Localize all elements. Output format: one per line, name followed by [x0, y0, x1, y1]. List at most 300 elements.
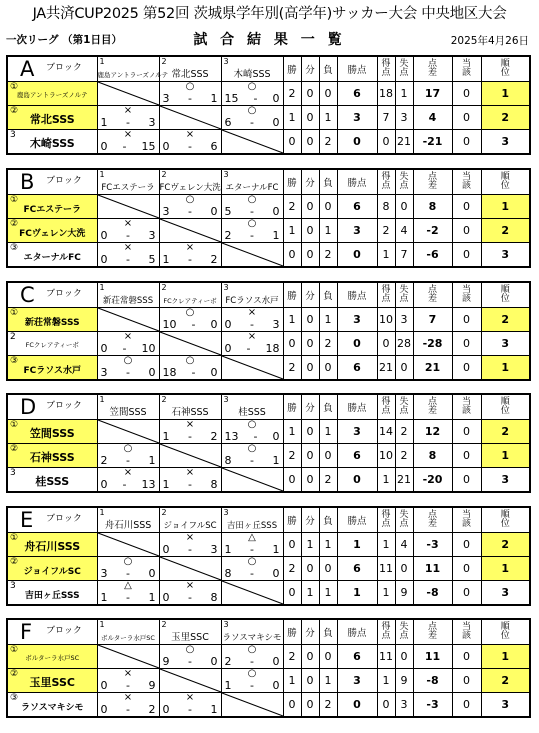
diagonal-line [98, 533, 159, 556]
stat-header-label: 失点 [399, 510, 409, 529]
score-for: 3 [100, 366, 108, 379]
points-cell [337, 243, 377, 268]
score-for: 3 [162, 205, 170, 218]
league-label: 一次リーグ （第1日目） [6, 34, 122, 46]
score-dash: - [188, 140, 192, 153]
score [160, 656, 221, 667]
goals-for-value: 11 [379, 650, 393, 663]
stat-header-label: 順位 [500, 172, 510, 191]
rank-value: 2 [501, 111, 510, 124]
stat-header-label: 分 [305, 628, 315, 639]
points-value: 0 [353, 698, 361, 711]
score [222, 343, 283, 354]
head-to-head-cell [452, 645, 481, 669]
score [160, 431, 221, 442]
opponent-header [221, 619, 283, 645]
score-for: 6 [224, 116, 232, 129]
losses-value: 0 [324, 449, 332, 462]
wins-value: 0 [288, 337, 296, 350]
diagonal-line [222, 130, 283, 153]
score-for: 2 [100, 454, 108, 467]
team-row [7, 444, 530, 468]
score-dash: - [188, 478, 192, 491]
score-for: 5 [224, 205, 232, 218]
goals-for-cell [377, 468, 395, 493]
wins-cell [283, 533, 301, 557]
opponent-number: 2 [161, 283, 167, 292]
result-mark: ○ [123, 556, 133, 567]
result-cell [97, 468, 159, 493]
result-cell [159, 356, 221, 381]
team-name: ボルターラ水戸SC [25, 654, 80, 662]
head-to-head-cell [452, 468, 481, 493]
goals-against-value: 0 [400, 562, 408, 575]
score-dash: - [188, 92, 192, 105]
result-mark: ○ [247, 668, 257, 679]
score-for: 8 [224, 454, 232, 467]
result-mark: × [123, 331, 133, 342]
losses-cell [319, 195, 337, 219]
score-against: 3 [148, 116, 156, 129]
team-number: ② [10, 444, 19, 454]
goal-diff-cell [413, 106, 452, 130]
rank-cell [481, 645, 530, 669]
losses-value: 1 [324, 674, 332, 687]
rank-value: 3 [501, 473, 510, 486]
team-row [7, 693, 530, 718]
head-to-head-value: 0 [463, 538, 470, 551]
rank-value: 1 [501, 87, 510, 100]
stat-header-label: 順位 [500, 510, 510, 529]
stat-header-loss [319, 169, 337, 195]
goals-against-value: 4 [400, 538, 408, 551]
group-label-cell [7, 619, 97, 645]
goals-for-value: 1 [382, 586, 390, 599]
wins-value: 1 [288, 111, 296, 124]
score [222, 206, 283, 217]
losses-value: 1 [324, 425, 332, 438]
score-for: 9 [162, 655, 170, 668]
score [222, 431, 283, 442]
goals-against-cell [395, 106, 413, 130]
result-cell [159, 130, 221, 155]
score [98, 343, 159, 354]
result-mark: ○ [185, 644, 195, 655]
result-mark: × [123, 467, 133, 478]
self-cell [221, 243, 283, 268]
stat-header-label: 順位 [500, 285, 510, 304]
score-against: 5 [148, 253, 156, 266]
opponent-number: 3 [223, 395, 229, 404]
goals-against-value: 28 [397, 337, 411, 350]
stat-header-label: 勝点 [347, 65, 367, 76]
score-for: 0 [100, 679, 108, 692]
team-name: 新荘常磐SSS [24, 318, 80, 328]
score-against: 1 [210, 703, 218, 716]
head-to-head-cell [452, 581, 481, 606]
team-number: ② [10, 106, 19, 116]
opponent-name: 石神SSS [171, 407, 209, 418]
score-dash: - [126, 703, 130, 716]
goals-against-cell [395, 420, 413, 444]
goals-against-value: 21 [397, 473, 411, 486]
wins-value: 0 [288, 473, 296, 486]
losses-value: 2 [324, 698, 332, 711]
losses-cell [319, 308, 337, 332]
stat-header-label: 失点 [399, 285, 409, 304]
result-mark: × [185, 129, 195, 140]
wins-cell [283, 130, 301, 155]
stat-header-label: 点差 [427, 59, 437, 78]
goal-diff-cell [413, 82, 452, 106]
result-mark: ○ [247, 218, 257, 229]
result-cell [221, 332, 283, 356]
score [98, 455, 159, 466]
stat-header-label: 勝 [287, 291, 297, 302]
score-for: 3 [162, 92, 170, 105]
diagonal-line [98, 420, 159, 443]
team-number: 3 [10, 468, 16, 478]
head-to-head-cell [452, 243, 481, 268]
draws-value: 0 [306, 224, 314, 237]
score-against: 10 [141, 342, 156, 355]
score [98, 367, 159, 378]
stat-header-label: 分 [305, 403, 315, 414]
draws-value: 0 [306, 562, 314, 575]
opponent-number: 1 [99, 395, 105, 404]
draws-value: 0 [306, 473, 314, 486]
score-against: 3 [272, 318, 280, 331]
opponent-number: 3 [223, 170, 229, 179]
points-cell [337, 332, 377, 356]
stat-header-label: 負 [323, 403, 333, 414]
stat-header-h2h [452, 394, 481, 420]
score-for: 0 [100, 229, 108, 242]
wins-value: 0 [288, 586, 296, 599]
goals-against-value: 0 [400, 361, 408, 374]
goals-for-value: 11 [379, 562, 393, 575]
result-mark: × [247, 331, 257, 342]
stat-header-gd [413, 394, 452, 420]
rank-cell [481, 219, 530, 243]
rank-cell [481, 243, 530, 268]
opponent-header [159, 507, 221, 533]
score-for: 1 [162, 430, 170, 443]
goals-for-cell [377, 195, 395, 219]
stat-header-draw [301, 282, 319, 308]
goals-against-value: 3 [400, 698, 408, 711]
stat-header-label: 分 [305, 65, 315, 76]
losses-value: 2 [324, 473, 332, 486]
score-against: 9 [148, 679, 156, 692]
goals-against-value: 3 [400, 313, 408, 326]
team-number: ① [10, 308, 19, 318]
stat-header-label: 当該 [461, 397, 471, 416]
stat-header-played [283, 282, 301, 308]
head-to-head-cell [452, 557, 481, 581]
rank-value: 2 [501, 224, 510, 237]
opponent-header [159, 282, 221, 308]
rank-value: 2 [501, 313, 510, 326]
score-against: 0 [148, 366, 156, 379]
stat-header-loss [319, 394, 337, 420]
points-value: 6 [353, 87, 361, 100]
rank-value: 3 [501, 586, 510, 599]
stat-header-loss [319, 619, 337, 645]
score-against: 0 [272, 430, 280, 443]
stat-header-played [283, 56, 301, 82]
score [160, 592, 221, 603]
score-against: 1 [272, 229, 280, 242]
goals-for-cell [377, 444, 395, 468]
goals-for-value: 0 [382, 337, 390, 350]
losses-cell [319, 533, 337, 557]
self-cell [97, 82, 159, 106]
goal-diff-value: 17 [424, 87, 441, 100]
team-row [7, 356, 530, 381]
goal-diff-cell [413, 356, 452, 381]
stat-header-draw [301, 507, 319, 533]
points-value: 3 [353, 111, 361, 124]
opponent-name: 桂SSS [238, 407, 266, 418]
stat-header-label: 勝点 [347, 403, 367, 414]
team-name: 常北SSS [29, 113, 75, 126]
rank-value: 1 [501, 361, 510, 374]
score [98, 592, 159, 603]
stat-header-label: 得点 [381, 59, 391, 78]
stat-header-label: 当該 [461, 172, 471, 191]
score-for: 1 [224, 543, 232, 556]
team-name: 玉里SSC [29, 676, 75, 689]
team-number: 2 [10, 332, 16, 342]
score-against: 6 [210, 140, 218, 153]
score-for: 1 [100, 116, 108, 129]
stat-header-label: 負 [323, 178, 333, 189]
score-dash: - [250, 318, 254, 331]
goals-for-cell [377, 332, 395, 356]
score [98, 141, 159, 152]
block-label: ブロック [46, 401, 82, 411]
score-against: 0 [210, 205, 218, 218]
goal-diff-cell [413, 444, 452, 468]
score-for: 0 [162, 591, 170, 604]
losses-cell [319, 219, 337, 243]
rank-value: 1 [501, 562, 510, 575]
result-cell [97, 669, 159, 693]
team-name: 舟石川SSS [24, 540, 81, 553]
team-name-cell [7, 669, 97, 693]
stat-header-ga [395, 619, 413, 645]
result-mark: ○ [185, 307, 195, 318]
team-name-cell [7, 130, 97, 155]
stat-header-rank [481, 619, 530, 645]
head-to-head-value: 0 [463, 586, 470, 599]
score [98, 680, 159, 691]
goals-against-cell [395, 468, 413, 493]
opponent-name: FCエステーラ [101, 183, 155, 193]
score-for: 1 [162, 253, 170, 266]
score-for: 0 [162, 140, 170, 153]
team-row [7, 82, 530, 106]
goal-diff-cell [413, 130, 452, 155]
team-row [7, 557, 530, 581]
wins-value: 2 [288, 87, 296, 100]
opponent-number: 1 [99, 283, 105, 292]
team-name-cell [7, 468, 97, 493]
points-value: 1 [353, 538, 361, 551]
team-name-cell [7, 219, 97, 243]
points-value: 6 [353, 200, 361, 213]
goals-for-cell [377, 669, 395, 693]
stat-header-label: 分 [305, 516, 315, 527]
goal-diff-value: 8 [428, 200, 437, 213]
result-cell [221, 444, 283, 468]
opponent-header [159, 56, 221, 82]
score-against: 0 [272, 567, 280, 580]
stat-header-ga [395, 507, 413, 533]
group-table [6, 506, 531, 606]
team-name-cell [7, 82, 97, 106]
goal-diff-cell [413, 420, 452, 444]
goal-diff-value: 11 [424, 650, 441, 663]
wins-cell [283, 557, 301, 581]
opponent-name: FCクレアティーボ [163, 297, 217, 305]
head-to-head-cell [452, 420, 481, 444]
goals-for-cell [377, 581, 395, 606]
self-cell [159, 444, 221, 468]
score-against: 2 [210, 430, 218, 443]
points-value: 6 [353, 650, 361, 663]
result-mark: × [185, 467, 195, 478]
wins-cell [283, 82, 301, 106]
result-cell [221, 533, 283, 557]
opponent-number: 3 [223, 283, 229, 292]
score [222, 680, 283, 691]
score-dash: - [250, 543, 254, 556]
rank-value: 3 [501, 248, 510, 261]
rank-value: 2 [501, 674, 510, 687]
score-against: 1 [148, 591, 156, 604]
points-value: 3 [353, 425, 361, 438]
goals-for-value: 18 [379, 87, 393, 100]
diagonal-line [160, 332, 221, 355]
group-header-row [7, 56, 530, 82]
score-against: 0 [272, 205, 280, 218]
stat-header-played [283, 507, 301, 533]
opponent-header [159, 394, 221, 420]
result-cell [159, 420, 221, 444]
stat-header-label: 失点 [399, 59, 409, 78]
result-cell [221, 645, 283, 669]
stat-header-label: 点差 [427, 622, 437, 641]
goal-diff-cell [413, 645, 452, 669]
group-label-cell [7, 56, 97, 82]
opponent-header [221, 169, 283, 195]
goals-against-cell [395, 533, 413, 557]
opponent-number: 3 [223, 620, 229, 629]
opponent-header [97, 507, 159, 533]
points-cell [337, 420, 377, 444]
losses-cell [319, 444, 337, 468]
head-to-head-value: 0 [463, 111, 470, 124]
team-row [7, 332, 530, 356]
goal-diff-cell [413, 581, 452, 606]
head-to-head-cell [452, 219, 481, 243]
score-for: 1 [162, 478, 170, 491]
score-against: 13 [141, 478, 156, 491]
stat-header-points [337, 169, 377, 195]
group-c [6, 281, 529, 381]
losses-value: 0 [324, 361, 332, 374]
score-dash: - [126, 366, 130, 379]
opponent-number: 1 [99, 57, 105, 66]
diagonal-line [222, 693, 283, 716]
group-table [6, 618, 531, 718]
score-dash: - [188, 591, 192, 604]
goals-for-value: 21 [379, 361, 393, 374]
team-name: FCヴェレン大洗 [19, 229, 86, 239]
score-for: 0 [224, 318, 232, 331]
result-mark: × [185, 242, 195, 253]
group-table [6, 55, 531, 155]
score-for: 0 [100, 478, 108, 491]
goal-diff-cell [413, 195, 452, 219]
score [222, 656, 283, 667]
goal-diff-value: -21 [422, 135, 443, 148]
stat-header-label: 点差 [427, 285, 437, 304]
diagonal-line [222, 581, 283, 604]
score-against: 0 [272, 116, 280, 129]
points-value: 3 [353, 313, 361, 326]
opponent-number: 2 [161, 170, 167, 179]
goals-against-cell [395, 332, 413, 356]
group-header-row [7, 394, 530, 420]
points-value: 0 [353, 135, 361, 148]
points-cell [337, 581, 377, 606]
result-mark: × [185, 692, 195, 703]
wins-value: 0 [288, 698, 296, 711]
score-against: 3 [148, 229, 156, 242]
team-name-cell [7, 557, 97, 581]
stat-header-ga [395, 282, 413, 308]
team-name-cell [7, 645, 97, 669]
goals-for-cell [377, 557, 395, 581]
rank-cell [481, 533, 530, 557]
score-for: 13 [224, 430, 239, 443]
diagonal-line [222, 356, 283, 379]
opponent-number: 1 [99, 170, 105, 179]
team-name: FCクレアティーボ [25, 341, 79, 349]
diagonal-line [98, 308, 159, 331]
group-table [6, 281, 531, 381]
wins-value: 0 [288, 538, 296, 551]
goals-against-value: 0 [400, 650, 408, 663]
rank-value: 1 [501, 650, 510, 663]
rank-value: 3 [501, 337, 510, 350]
result-mark: ○ [247, 644, 257, 655]
head-to-head-value: 0 [463, 698, 470, 711]
self-cell [97, 645, 159, 669]
head-to-head-value: 0 [463, 224, 470, 237]
head-to-head-cell [452, 693, 481, 718]
team-number: ② [10, 557, 19, 567]
stat-header-points [337, 394, 377, 420]
score-against: 1 [272, 543, 280, 556]
goals-against-cell [395, 195, 413, 219]
diagonal-line [98, 645, 159, 668]
result-cell [97, 219, 159, 243]
goals-for-cell [377, 645, 395, 669]
